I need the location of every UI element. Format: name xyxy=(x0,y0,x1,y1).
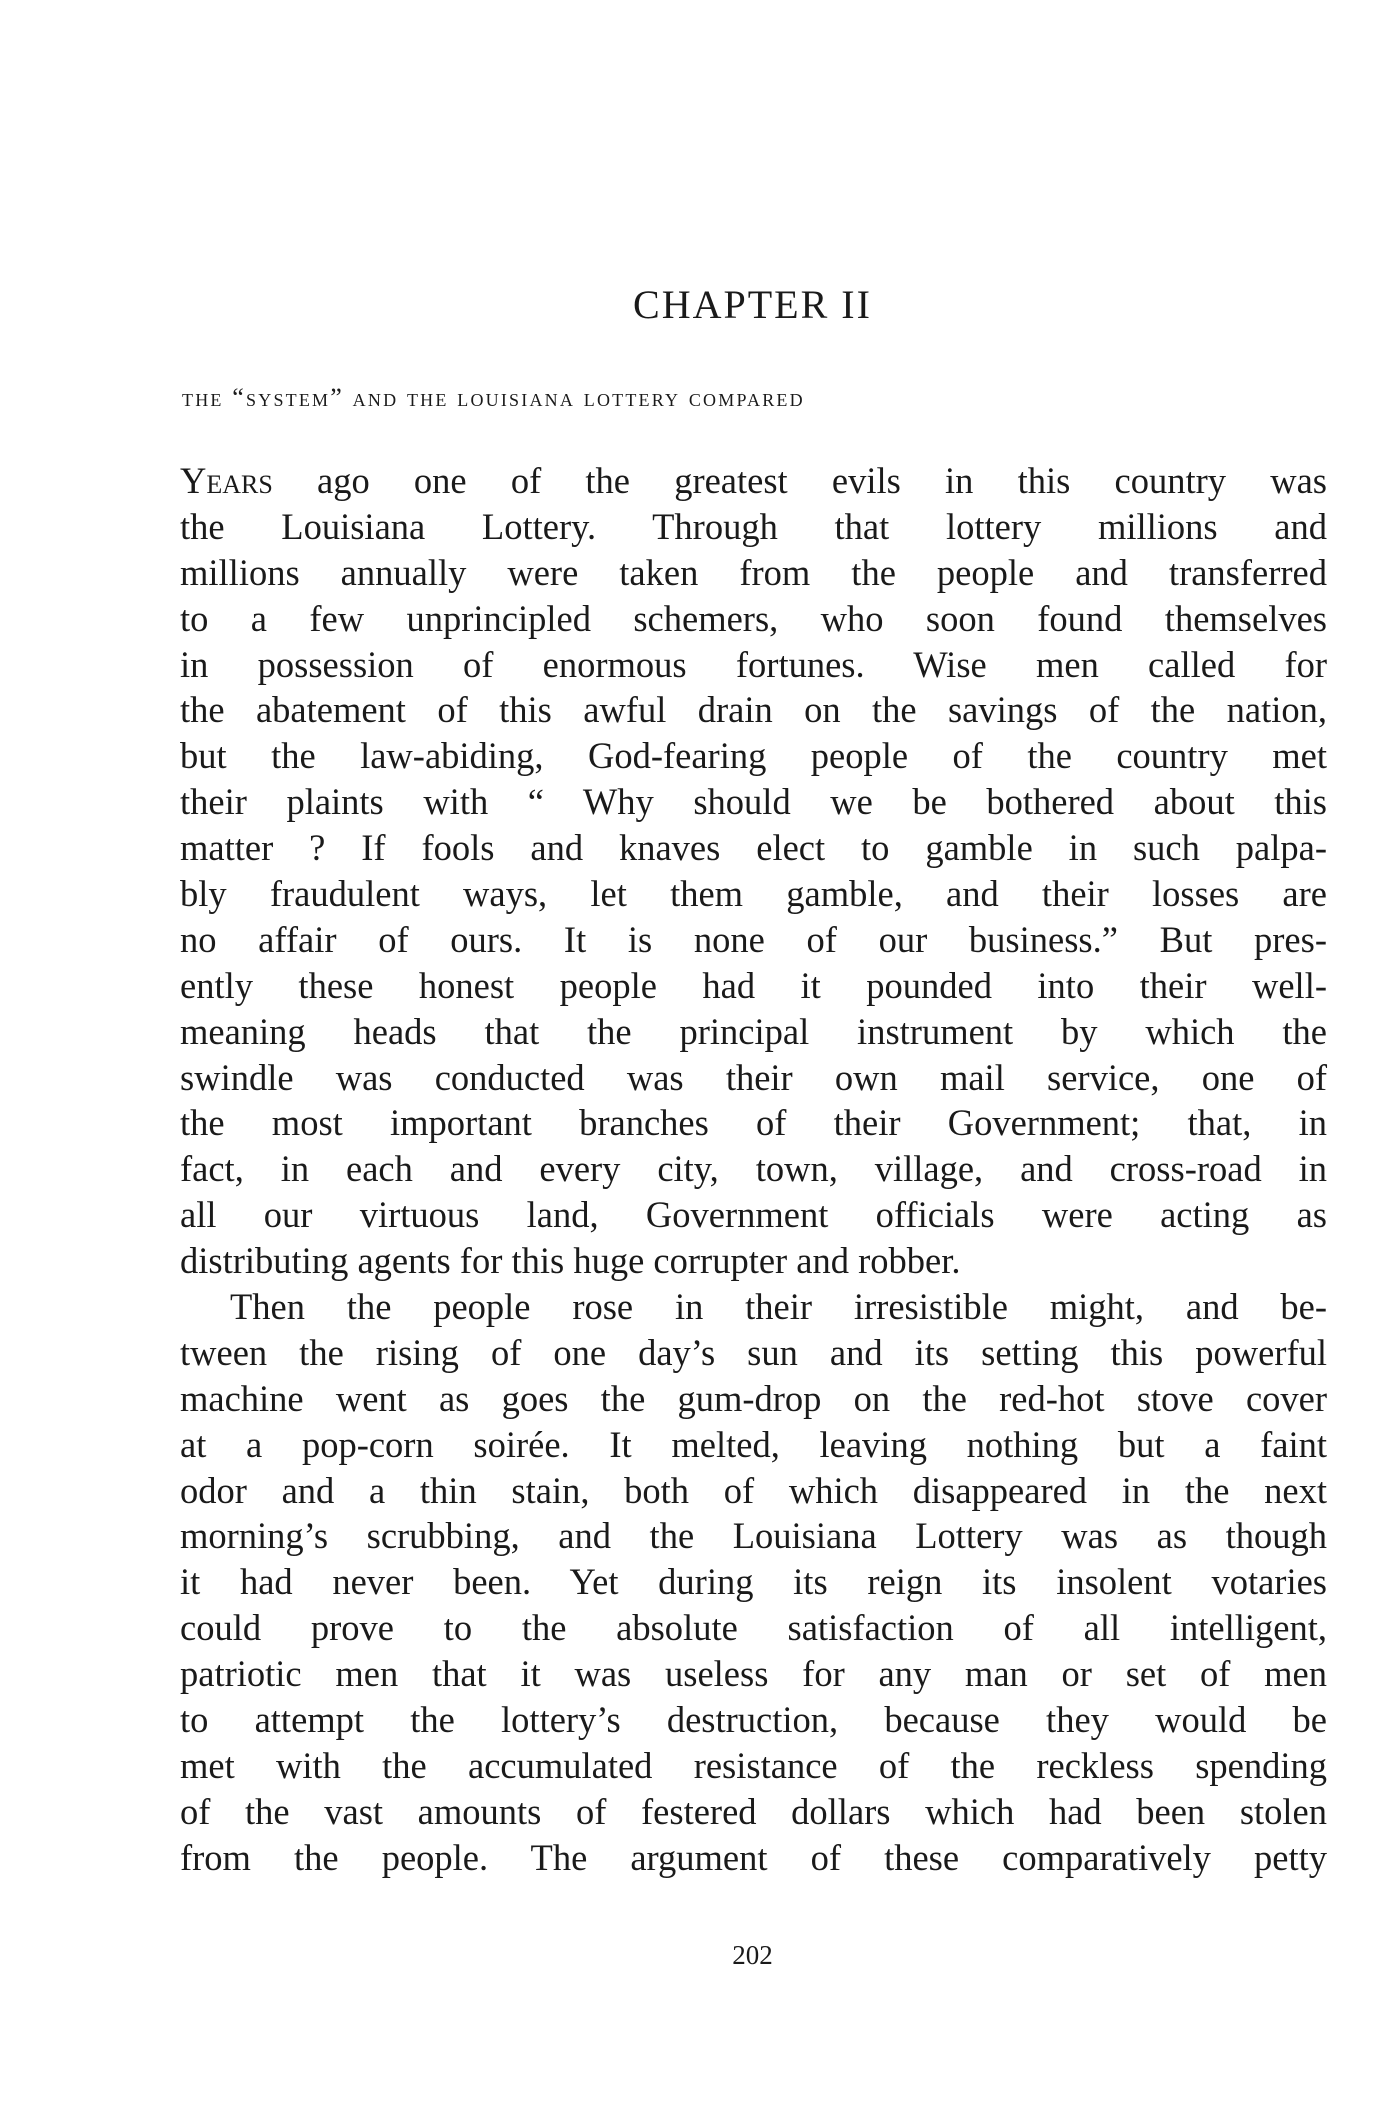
body-text xyxy=(180,458,1327,1881)
text-line: to attempt the lottery’s destruction, because they would be xyxy=(180,1699,1327,1741)
text-line: tween the rising of one day’s sun and its setting this powerful xyxy=(180,1331,1327,1373)
text-line: from the people. The argument of these comparatively petty xyxy=(180,1836,1327,1878)
text-line: at a pop-corn soirée. It melted, leaving nothing but a faint xyxy=(180,1423,1327,1465)
text-line: it had never been. Yet during its reign its insolent votaries xyxy=(180,1561,1327,1603)
text-line: millions annually were taken from the people and transferred xyxy=(180,551,1327,593)
text-line: all our virtuous land, Government officials were acting as xyxy=(180,1194,1327,1236)
chapter-heading: CHAPTER II xyxy=(633,282,872,327)
text-line: swindle was conducted was their own mail service, one of xyxy=(180,1056,1327,1098)
text-line: could prove to the absolute satisfaction of all intelligent, xyxy=(180,1607,1327,1649)
text-line: their plaints with “ Why should we be bothered about this xyxy=(180,781,1327,823)
text-line: but the law-abiding, God-fearing people of the country met xyxy=(180,735,1327,777)
text-line: Years ago one of the greatest evils in this country was xyxy=(180,460,1327,501)
text-line: bly fraudulent ways, let them gamble, and their losses are xyxy=(180,873,1327,915)
text-line: distributing agents for this huge corrupter and robber. xyxy=(180,1240,961,1282)
text-line: morning’s scrubbing, and the Louisiana Lottery was as though xyxy=(180,1515,1327,1557)
text-line: of the vast amounts of festered dollars which had been stolen xyxy=(180,1790,1327,1832)
text-line: met with the accumulated resistance of the reckless spending xyxy=(180,1744,1327,1786)
text-line: to a few unprincipled schemers, who soon found themselves xyxy=(180,597,1327,639)
text-line: odor and a thin stain, both of which disappeared in the next xyxy=(180,1469,1327,1511)
text-line: ently these honest people had it pounded into their well- xyxy=(180,964,1327,1006)
text-line: the Louisiana Lottery. Through that lottery millions and xyxy=(180,505,1327,547)
text-line: machine went as goes the gum-drop on the red-hot stove cover xyxy=(180,1377,1327,1419)
dropcap-word: Years xyxy=(180,460,273,501)
text-line: Then the people rose in their irresistible might, and be- xyxy=(230,1286,1327,1328)
text-line: the abatement of this awful drain on the savings of the nation, xyxy=(180,689,1327,731)
chapter-subtitle: the “system” and the louisiana lottery compared xyxy=(182,383,805,412)
text-line: fact, in each and every city, town, village, and cross-road in xyxy=(180,1148,1327,1190)
text-line: matter ? If fools and knaves elect to gamble in such palpa- xyxy=(180,827,1327,869)
text-line: patriotic men that it was useless for any man or set of men xyxy=(180,1653,1327,1695)
text-line: the most important branches of their Government; that, in xyxy=(180,1102,1327,1144)
text-line: meaning heads that the principal instrument by which the xyxy=(180,1010,1327,1052)
text-line: in possession of enormous fortunes. Wise men called for xyxy=(180,643,1327,685)
page-number: 202 xyxy=(732,1940,773,1970)
text-line: no affair of ours. It is none of our business.” But pres- xyxy=(180,918,1327,960)
